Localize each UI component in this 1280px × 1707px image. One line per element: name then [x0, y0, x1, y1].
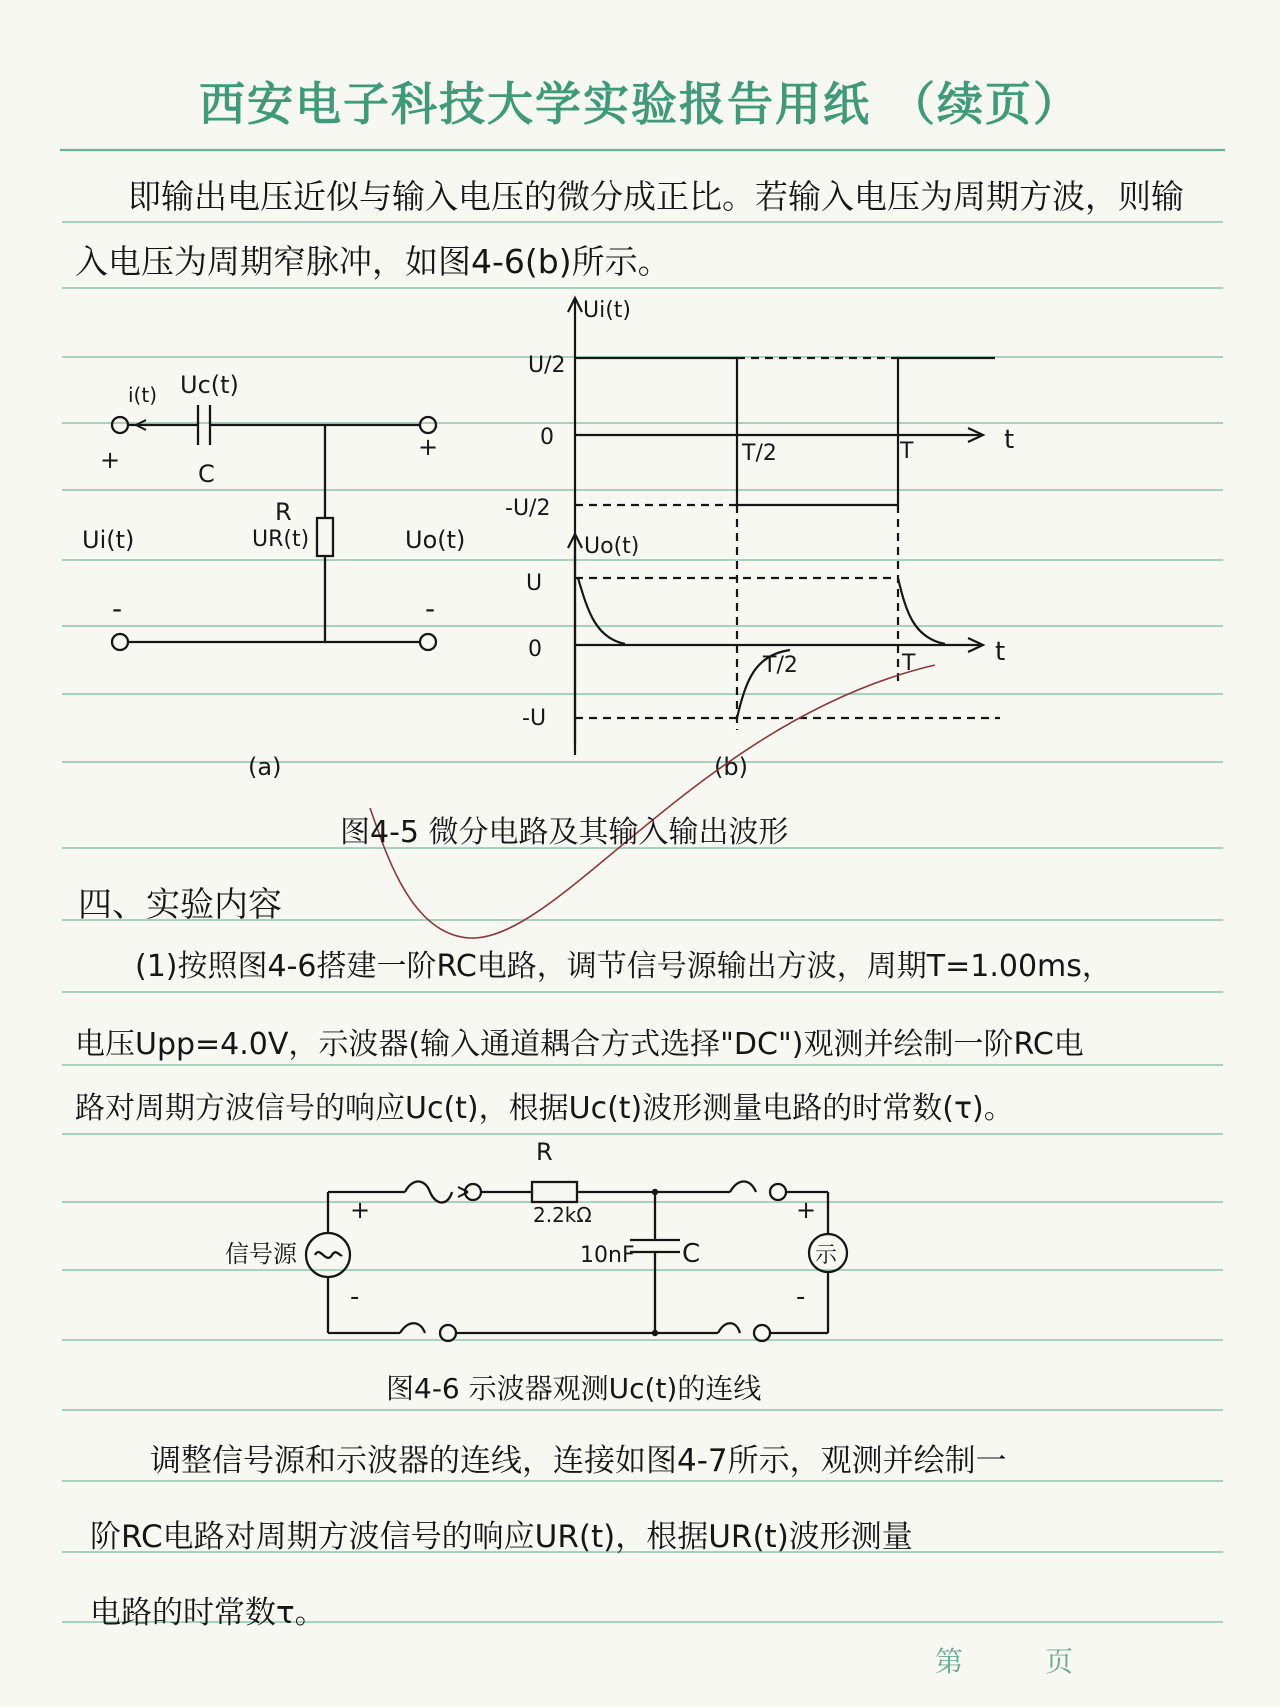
signal-source-label: 信号源: [225, 1240, 297, 1268]
paragraph-2-line-2: 阶RC电路对周期方波信号的响应UR(t)，根据UR(t)波形测量: [90, 1519, 913, 1555]
text-line-1: 即输出电压近似与输入电压的微分成正比。若输入电压为周期方波，则输: [128, 177, 1184, 216]
resistor-value: 2.2kΩ: [533, 1203, 592, 1227]
footer-page-suffix: 页: [1045, 1645, 1074, 1678]
zero-label-top: 0: [540, 425, 554, 450]
oscilloscope-icon: 示: [815, 1243, 838, 1268]
resistor-label: R: [275, 498, 292, 526]
current-label: i(t): [128, 383, 158, 407]
capacitor-voltage-label: Uc(t): [180, 371, 239, 399]
capacitor-value: 10nF: [580, 1243, 635, 1268]
section-heading: 四、实验内容: [78, 885, 282, 925]
source-minus: -: [350, 1282, 360, 1312]
neg-u-half-label: -U/2: [505, 496, 551, 521]
u-label: U: [526, 571, 543, 596]
t-axis-label-top: t: [1004, 425, 1015, 455]
zero-label-bottom: 0: [528, 637, 542, 662]
output-minus: -: [425, 592, 436, 625]
t-axis-label-bottom: t: [995, 637, 1006, 667]
t-half-label-bottom: T/2: [763, 653, 798, 678]
paragraph-1-line-2: 电压Upp=4.0V，示波器(输入通道耦合方式选择"DC")观测并绘制一阶RC电: [75, 1027, 1084, 1062]
u-half-label: U/2: [528, 353, 566, 378]
input-voltage-label: Ui(t): [82, 526, 135, 554]
ui-axis-label: Ui(t): [583, 298, 632, 323]
paragraph-1-line-3: 路对周期方波信号的响应Uc(t)，根据Uc(t)波形测量电路的时常数(τ)。: [75, 1091, 1014, 1126]
capacitor-label: C: [198, 460, 215, 488]
t-label-top: T: [900, 439, 914, 464]
source-plus: +: [350, 1196, 371, 1224]
footer-page-prefix: 第: [935, 1645, 964, 1678]
page-header-title: 西安电子科技大学实验报告用纸 （续页）: [198, 77, 1081, 131]
t-label-bottom: T: [902, 651, 916, 676]
output-voltage-label: Uo(t): [405, 526, 466, 554]
figure-4-5-caption: 图4-5 微分电路及其输入输出波形: [340, 815, 789, 850]
waveform-b-label: (b): [714, 753, 748, 781]
paragraph-1-line-1: (1)按照图4-6搭建一阶RC电路，调节信号源输出方波，周期T=1.00ms，: [135, 949, 1112, 984]
resistor-voltage-label: UR(t): [252, 527, 310, 552]
input-minus: -: [112, 592, 123, 625]
junction-dot: [652, 1189, 658, 1195]
scope-plus: +: [796, 1196, 817, 1224]
input-plus: +: [100, 446, 121, 474]
resistor-label-r: R: [536, 1138, 553, 1166]
t-half-label-top: T/2: [742, 441, 777, 466]
figure-4-6-caption: 图4-6 示波器观测Uc(t)的连线: [386, 1372, 762, 1405]
output-plus: +: [418, 433, 439, 461]
paragraph-2-line-1: 调整信号源和示波器的连线，连接如图4-7所示，观测并绘制一: [150, 1443, 1007, 1479]
paragraph-2-line-3: 电路的时常数τ。: [90, 1595, 326, 1631]
uo-axis-label: Uo(t): [584, 534, 640, 559]
text-line-2: 入电压为周期窄脉冲，如图4-6(b)所示。: [75, 242, 671, 281]
junction-dot: [652, 1330, 658, 1336]
scope-minus: -: [796, 1282, 806, 1312]
capacitor-label-c: C: [682, 1239, 701, 1269]
neg-u-label: -U: [522, 706, 547, 731]
circuit-a-label: (a): [248, 753, 282, 781]
